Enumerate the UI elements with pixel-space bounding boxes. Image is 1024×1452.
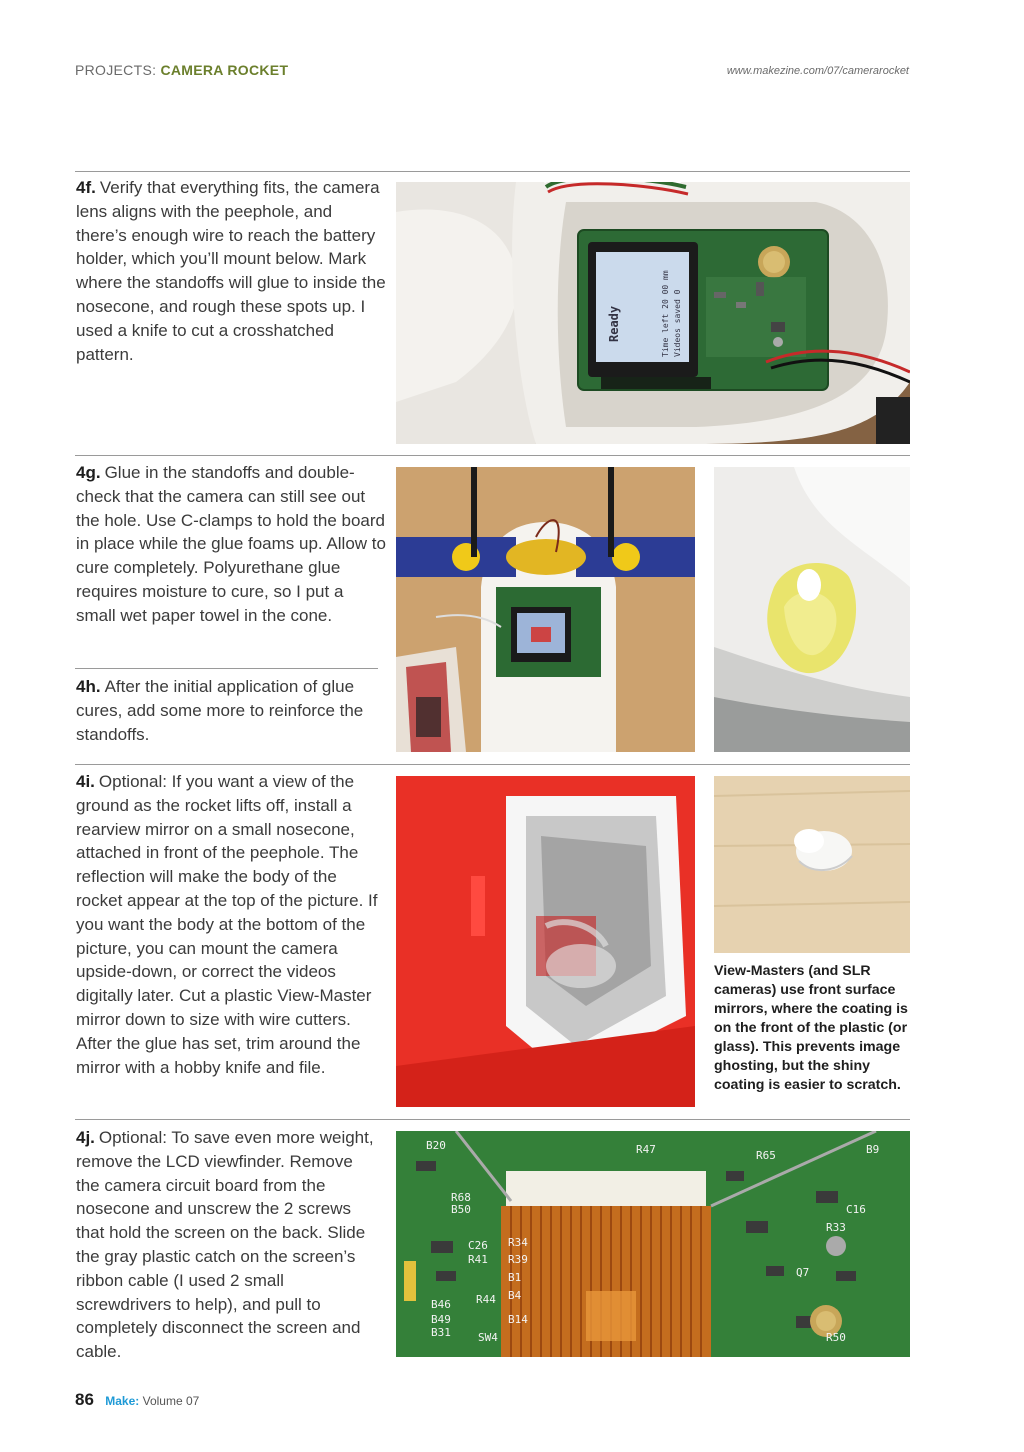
magazine-volume: Volume 07: [142, 1394, 200, 1408]
photo-camera-board-in-nosecone: [396, 182, 910, 444]
board-silkscreen-label: R33: [826, 1221, 846, 1234]
board-silkscreen-label: SW4: [478, 1331, 498, 1344]
running-header: [75, 62, 288, 78]
photo-mirror-nosecone: [714, 776, 910, 953]
step-label: 4g.: [76, 463, 101, 482]
step-label: 4j.: [76, 1128, 95, 1147]
section-divider: [75, 1119, 910, 1120]
header-section: PROJECTS:: [75, 62, 157, 78]
board-silkscreen-label: B14: [508, 1313, 528, 1326]
board-silkscreen-label: R65: [756, 1149, 776, 1162]
section-divider: [75, 668, 378, 669]
lcd-videos-saved-text: Videos saved 0: [673, 289, 682, 357]
board-silkscreen-label: B46: [431, 1298, 451, 1311]
section-divider: [75, 455, 910, 456]
step-text: After the initial application of glue cures, add some more to reinforce the standoffs.: [76, 677, 364, 744]
page-footer: [75, 1390, 199, 1410]
board-silkscreen-label: R68: [451, 1191, 471, 1204]
header-title: CAMERA ROCKET: [160, 62, 289, 78]
board-silkscreen-label: R39: [508, 1253, 528, 1266]
board-silkscreen-label: R47: [636, 1143, 656, 1156]
photo-view-master-mirror: [396, 776, 695, 1107]
board-silkscreen-label: R41: [468, 1253, 488, 1266]
board-silkscreen-label: B4: [508, 1289, 522, 1302]
step-text: Glue in the standoffs and double-check that the camera can still see out the hole. Use C-clamps to hold the board in place while the glue foams up. Allow to cure completely. Polyurethane glue requires moisture to cure, so I put a small wet paper towel in the cone.: [76, 463, 386, 625]
board-silkscreen-label: B31: [431, 1326, 451, 1339]
magazine-brand: Make:: [105, 1394, 140, 1408]
board-silkscreen-label: C16: [846, 1203, 866, 1216]
step-label: 4i.: [76, 772, 95, 791]
board-silkscreen-label: R44: [476, 1293, 496, 1306]
board-silkscreen-label: Q7: [796, 1266, 810, 1279]
step-text: Optional: If you want a view of the ground as the rocket lifts off, install a rearview mirror on a small nosecone, attached in front of the peephole. The reflection will make the body of the rocket appear at the top of the picture. If you want the body at the bottom of the picture, you can mount the camera upside-down, or correct the videos digitally later. Cut a plastic View-Master mirror down to size with wire cutters. After the glue has set, trim around the mirror with a hobby knife and file.: [76, 772, 378, 1077]
photo-caption: View-Masters (and SLR cameras) use front surface mirrors, where the coating is on the front of the plastic (or glass). This prevents image ghosting, but the shiny coating is easier to scratch.: [714, 963, 908, 1093]
board-silkscreen-label: B9: [866, 1143, 880, 1156]
step-label: 4h.: [76, 677, 101, 696]
photo-ribbon-cable-removal: [396, 1131, 910, 1357]
step-text: Optional: To save even more weight, remove the LCD viewfinder. Remove the camera circuit board from the nosecone and unscrew the 2 screws that hold the screen on the back. Slide the gray plastic catch on the screen’s ribbon cable (I used 2 small screwdrivers to help), and pull to completely disconnect the screen and cable.: [76, 1128, 374, 1362]
board-silkscreen-label: B20: [426, 1139, 446, 1152]
board-silkscreen-label: C26: [468, 1239, 488, 1252]
section-divider: [75, 171, 910, 172]
lcd-time-left-text: Time left 20 00 mm: [661, 270, 670, 357]
header-url[interactable]: www.makezine.com/07/camerarocket: [726, 65, 909, 77]
board-silkscreen-label: B1: [508, 1271, 522, 1284]
step-4i: [76, 770, 381, 1079]
step-4g: [76, 461, 386, 628]
board-silkscreen-label: R34: [508, 1236, 528, 1249]
lcd-ready-text: Ready: [607, 305, 621, 342]
section-divider: [75, 764, 910, 765]
board-silkscreen-label: B50: [451, 1203, 471, 1216]
step-4f: [76, 176, 386, 366]
step-text: Verify that everything fits, the camera lens aligns with the peephole, and there’s enough wire to reach the battery holder, which you’ll mount below. Mark where the standoffs will glue to inside the nosecone, and rough these spots up. I used a knife to cut a crosshatched pattern.: [76, 178, 386, 364]
step-4j: [76, 1126, 376, 1364]
board-silkscreen-label: B49: [431, 1313, 451, 1326]
photo-c-clamps-gluing: [396, 467, 695, 752]
step-4h: [76, 675, 381, 746]
photo-glued-standoff: [714, 467, 910, 752]
board-silkscreen-label: R50: [826, 1331, 846, 1344]
step-label: 4f.: [76, 178, 96, 197]
page-number: 86: [75, 1390, 94, 1409]
